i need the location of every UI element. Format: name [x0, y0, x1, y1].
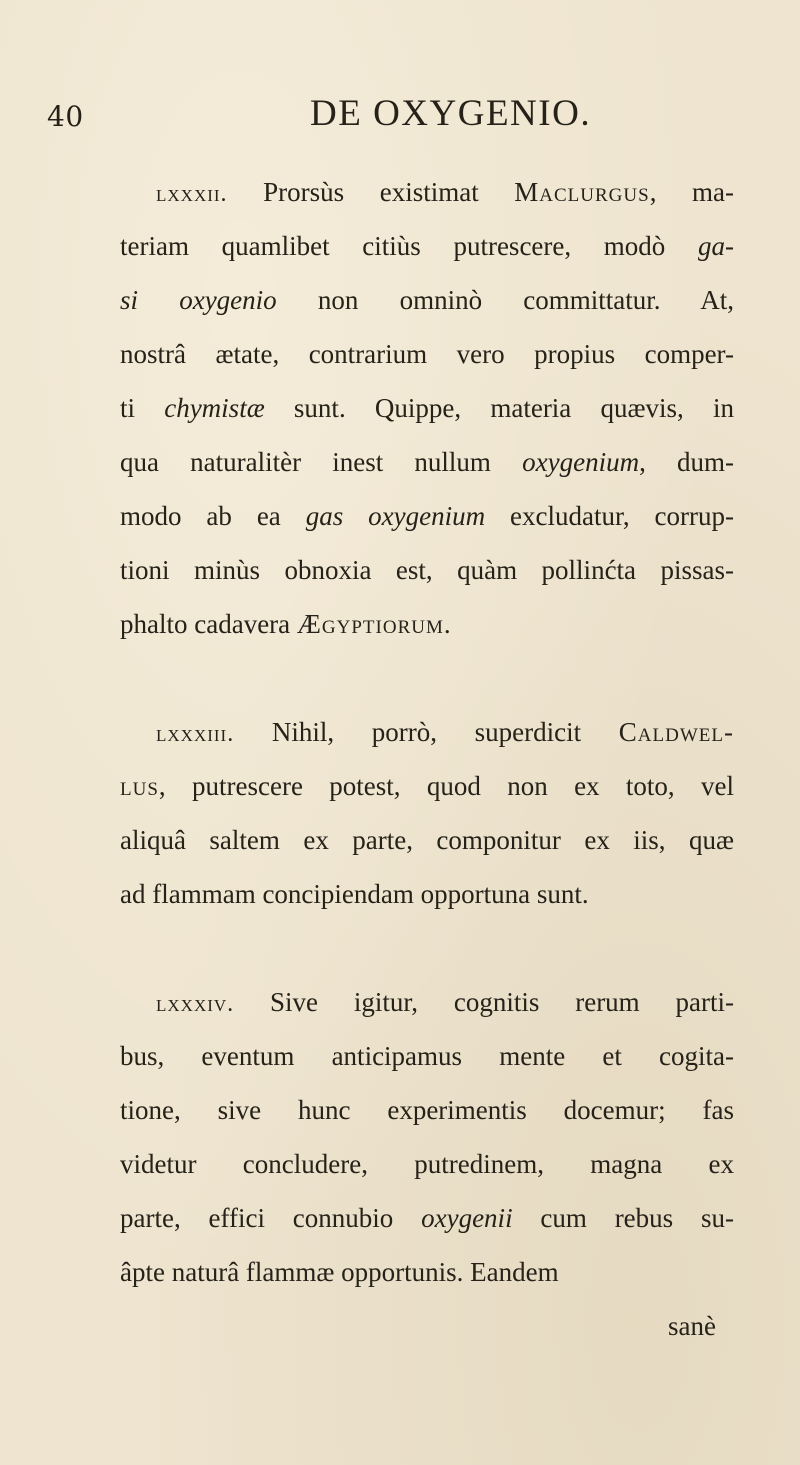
text-line: lxxxiv. Sive igitur, cognitis rerum parti- — [156, 987, 734, 1017]
paragraph-gap — [120, 651, 734, 705]
text-line: lus, putrescere potest, quod non ex toto, vel — [120, 771, 734, 801]
paragraph-gap — [120, 921, 734, 975]
text-line: tioni minùs obnoxia est, quàm pollinćta pissas- — [120, 555, 734, 585]
text-line: tione, sive hunc experimentis docemur; fas — [120, 1095, 734, 1125]
italic-term: gas oxygenium — [305, 501, 486, 531]
italic-term: oxygenii — [421, 1203, 513, 1233]
italic-term: oxygenium — [522, 447, 640, 477]
text-line: lxxxii. Prorsùs existimat Maclurgus, ma- — [156, 177, 734, 207]
text-line: bus, eventum anticipamus mente et cogita- — [120, 1041, 734, 1071]
page-header — [40, 92, 760, 142]
text-line: modo ab ea gas oxygenium excludatur, corrup- — [120, 501, 734, 531]
italic-term: chymistæ — [164, 393, 265, 423]
text-line: parte, effici connubio oxygenii cum rebus su- — [120, 1203, 734, 1233]
text-line: aliquâ saltem ex parte, componitur ex iis, quæ — [120, 825, 734, 855]
italic-term: si oxygenio — [120, 285, 277, 315]
section-number: lxxxii. — [156, 181, 228, 207]
text-line: ti chymistæ sunt. Quippe, materia quævis, in — [120, 393, 734, 423]
paragraph — [120, 705, 734, 921]
text-line: qua naturalitèr inest nullum oxygenium, dum- — [120, 447, 734, 477]
body-text — [120, 165, 734, 1353]
text-line: phalto cadavera Ægyptiorum. — [120, 609, 451, 639]
catchword: sanè — [668, 1311, 716, 1341]
section-number: lxxxiii. — [156, 721, 235, 747]
small-caps-name: Maclurgus — [514, 177, 650, 207]
text-line: si oxygenio non omninò committatur. At, — [120, 285, 734, 315]
running-head: DE OXYGENIO. — [310, 93, 592, 134]
small-caps-name: Caldwel- — [618, 717, 734, 747]
italic-term: ga- — [698, 231, 734, 261]
text-line: lxxxiii. Nihil, porrò, superdicit Caldwel- — [156, 717, 734, 747]
paragraph — [120, 975, 734, 1299]
text-line: ad flammam concipiendam opportuna sunt. — [120, 879, 589, 909]
small-caps-name: lus — [120, 771, 159, 801]
text-line: teriam quamlibet citiùs putrescere, modò ga- — [120, 231, 734, 261]
text-line: âpte naturâ flammæ opportunis. Eandem — [120, 1257, 559, 1287]
page-number: 40 — [47, 100, 84, 133]
text-line: nostrâ ætate, contrarium vero propius comper- — [120, 339, 734, 369]
paragraph — [120, 165, 734, 651]
small-caps-name: Ægyptiorum — [296, 609, 444, 639]
section-number: lxxxiv. — [156, 991, 235, 1017]
text-line: videtur concludere, putredinem, magna ex — [120, 1149, 734, 1179]
